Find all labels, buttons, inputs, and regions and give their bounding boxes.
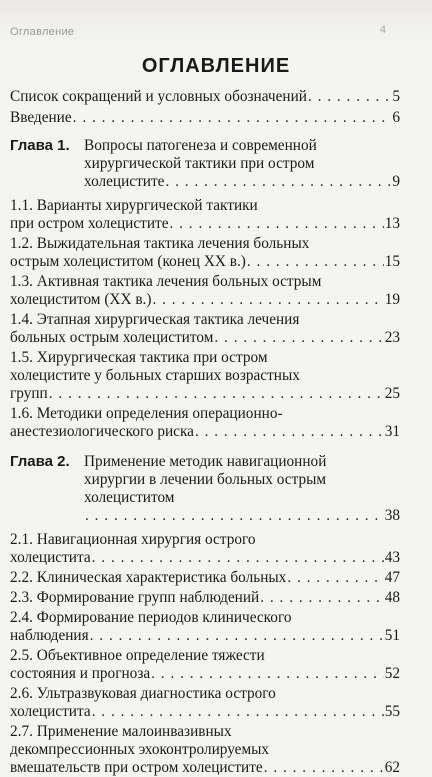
toc-title: ОГЛАВЛЕНИЕ: [141, 55, 291, 77]
leader-dots: [260, 589, 383, 607]
chapter-title-line: холециститом: [84, 489, 175, 506]
section-line: 1.4. Этапная хирургическая тактика лечения: [10, 311, 300, 328]
section-line: холецистита: [10, 549, 91, 566]
section-line: больных острым холециститом: [10, 329, 214, 346]
toc-page-number: 15: [384, 253, 400, 270]
leader-dots: [151, 665, 384, 683]
toc-page-number: 55: [384, 703, 400, 720]
toc-page-number: 6: [392, 109, 400, 126]
leader-dots: [247, 253, 384, 271]
leader-dots: [92, 549, 384, 567]
toc-chapter-2[interactable]: [10, 453, 400, 525]
section-line: 2.2. Клиническая характеристика больных: [10, 569, 287, 586]
leader-dots: [90, 627, 384, 645]
leader-dots: [287, 569, 383, 587]
section-line: холецистита: [10, 703, 91, 720]
section-line: наблюдения: [10, 627, 89, 644]
section-line: 1.2. Выжидательная тактика лечения больных: [10, 235, 310, 252]
toc-section-1-5[interactable]: [10, 349, 400, 403]
section-line: 2.7. Применение малоинвазивных: [10, 723, 232, 740]
toc-section-2-2[interactable]: [10, 569, 400, 587]
section-line: анестезиологического риска: [10, 423, 194, 440]
toc-page-number: 48: [384, 589, 400, 606]
section-line: 2.5. Объективное определение тяжести: [10, 647, 265, 664]
toc-page-number: 13: [384, 215, 400, 232]
leader-dots: [49, 385, 384, 403]
section-line: групп: [10, 385, 48, 402]
toc-section-2-4[interactable]: [10, 609, 400, 645]
toc-page-number: 43: [384, 549, 400, 566]
section-line: вмешательств при остром холецистите: [10, 759, 263, 776]
section-line: 2.3. Формирование групп наблюдений: [10, 589, 260, 606]
previous-page-ghost: [0, 0, 432, 46]
chapter-title-line: хирургической тактики при остром: [84, 155, 315, 172]
leader-dots: [165, 173, 391, 191]
toc-entry-text: Введение: [10, 109, 72, 126]
toc-section-2-7[interactable]: [10, 723, 400, 777]
chapter-title-line: холецистите: [84, 173, 165, 190]
chapter-label: Глава 2.: [10, 453, 70, 470]
toc-section-1-4[interactable]: [10, 311, 400, 347]
chapter-title-line: хирургии в лечении больных острым: [84, 471, 327, 488]
toc-section-1-2[interactable]: [10, 235, 400, 271]
leader-dots: [92, 703, 384, 721]
running-page-number: 4: [379, 24, 386, 36]
toc-section-1-1[interactable]: [10, 197, 400, 233]
toc-page-number: 62: [384, 759, 400, 776]
toc-page-number: 9: [392, 173, 400, 190]
toc-section-1-6[interactable]: [10, 405, 400, 441]
toc-page-number: 51: [384, 627, 400, 644]
section-line: 1.6. Методики определения операционно-: [10, 405, 283, 422]
toc-section-2-5[interactable]: [10, 647, 400, 683]
toc-page-number: 31: [384, 423, 400, 440]
leader-dots: [195, 423, 384, 441]
toc-section-2-6[interactable]: [10, 685, 400, 721]
toc-entry-text: Список сокращений и условных обозначений: [10, 88, 307, 105]
toc-page-number: 23: [384, 329, 400, 346]
toc-section-1-3[interactable]: [10, 273, 400, 309]
toc-entry-abbreviations[interactable]: [10, 88, 400, 106]
toc-page-number: 47: [384, 569, 400, 586]
running-header: Оглавление: [10, 26, 75, 38]
section-line: 1.3. Активная тактика лечения больных острым: [10, 273, 322, 290]
table-of-contents: [10, 88, 400, 777]
toc-chapter-1[interactable]: [10, 137, 400, 191]
toc-page-number: 25: [384, 385, 400, 402]
leader-dots: [264, 759, 384, 777]
toc-section-2-1[interactable]: [10, 531, 400, 567]
toc-section-2-3[interactable]: [10, 589, 400, 607]
leader-dots: [308, 88, 391, 106]
section-line: 1.5. Хирургическая тактика при остром: [10, 349, 268, 366]
section-line: состояния и прогноза: [10, 665, 151, 682]
toc-page-number: 5: [392, 88, 400, 105]
section-line: 2.4. Формирование периодов клинического: [10, 609, 292, 626]
section-line: холецистите у больных старших возрастных: [10, 367, 300, 384]
section-line: 2.1. Навигационная хирургия острого: [10, 531, 256, 548]
leader-dots: [85, 507, 384, 525]
leader-dots: [73, 109, 392, 127]
toc-page-number: 19: [384, 291, 400, 308]
leader-dots: [214, 329, 383, 347]
toc-page-number: 52: [384, 665, 400, 682]
section-line: холециститом (XX в.): [10, 291, 152, 308]
chapter-title-line: Применение методик навигационной: [84, 453, 327, 470]
toc-entry-introduction[interactable]: [10, 109, 400, 127]
section-line: острым холециститом (конец XX в.): [10, 253, 246, 270]
leader-dots: [152, 291, 383, 309]
chapter-title-line: Вопросы патогенеза и современной: [84, 137, 317, 154]
chapter-label: Глава 1.: [10, 137, 70, 154]
section-line: 1.1. Варианты хирургической тактики: [10, 197, 258, 214]
section-line: при остром холецистите: [10, 215, 169, 232]
section-line: 2.6. Ультразвуковая диагностика острого: [10, 685, 276, 702]
toc-page-number: 38: [384, 507, 400, 524]
leader-dots: [170, 215, 384, 233]
section-line: декомпрессионных эхоконтролируемых: [10, 741, 270, 758]
